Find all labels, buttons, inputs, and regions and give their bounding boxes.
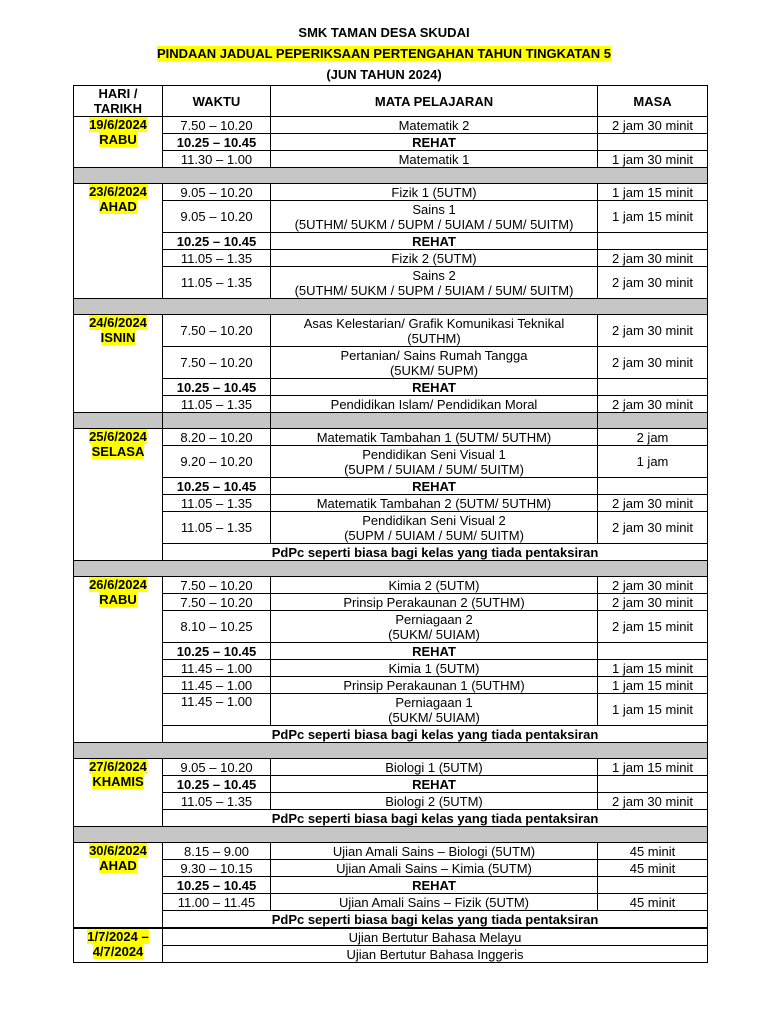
table-row: [74, 315, 708, 347]
subject-cell: Kimia 2 (5UTM): [271, 577, 598, 594]
time-cell: 10.25 – 10.45: [163, 877, 271, 894]
subject-cell: Matematik Tambahan 1 (5UTM/ 5UTHM): [271, 429, 598, 446]
separator-row: [74, 827, 708, 843]
time-cell: 11.05 – 1.35: [163, 793, 271, 810]
pdpc-note: PdPc seperti biasa bagi kelas yang tiada pentaksiran: [163, 911, 708, 929]
subject-cell: REHAT: [271, 379, 598, 396]
time-cell: 9.05 – 10.20: [163, 184, 271, 201]
table-row: [74, 928, 708, 946]
time-cell: 11.00 – 11.45: [163, 894, 271, 911]
table-row: [74, 611, 708, 643]
separator-row: [74, 743, 708, 759]
table-row: [74, 495, 708, 512]
note-row: [74, 810, 708, 827]
duration-cell: 1 jam 15 minit: [598, 660, 708, 677]
subject-cell: Ujian Amali Sains – Biologi (5UTM): [271, 843, 598, 860]
subject-cell: Pendidikan Seni Visual 1 (5UPM / 5UIAM / 5UM/ 5UITM): [271, 446, 598, 478]
school-name: SMK TAMAN DESA SKUDAI: [298, 25, 470, 40]
separator-row: [74, 561, 708, 577]
table-row: [74, 396, 708, 413]
time-cell: 11.05 – 1.35: [163, 495, 271, 512]
duration-cell: 1 jam 15 minit: [598, 677, 708, 694]
subject-cell: Prinsip Perakaunan 2 (5UTHM): [271, 594, 598, 611]
separator-row: [74, 299, 708, 315]
table-row: [74, 660, 708, 677]
table-row: [74, 117, 708, 134]
column-header-day: HARI / TARIKH: [74, 86, 163, 117]
column-header-time: WAKTU: [163, 86, 271, 117]
duration-cell: [598, 379, 708, 396]
duration-cell: 2 jam 30 minit: [598, 347, 708, 379]
time-cell: 10.25 – 10.45: [163, 233, 271, 250]
day-cell: 24/6/2024 ISNIN: [74, 315, 163, 413]
subject-cell: REHAT: [271, 478, 598, 495]
duration-cell: [598, 776, 708, 793]
table-row: [74, 860, 708, 877]
subject-cell: Pendidikan Seni Visual 2 (5UPM / 5UIAM / 5UM/ 5UITM): [271, 512, 598, 544]
time-cell: 8.10 – 10.25: [163, 611, 271, 643]
table-row: [74, 201, 708, 233]
subject-cell: Ujian Amali Sains – Kimia (5UTM): [271, 860, 598, 877]
subject-cell: Fizik 1 (5UTM): [271, 184, 598, 201]
table-row: [74, 347, 708, 379]
table-header-row: [74, 86, 708, 117]
subject-cell: REHAT: [271, 776, 598, 793]
subject-cell: Fizik 2 (5UTM): [271, 250, 598, 267]
duration-cell: [598, 134, 708, 151]
pdpc-note: PdPc seperti biasa bagi kelas yang tiada pentaksiran: [163, 810, 708, 827]
table-row: [74, 894, 708, 911]
document-subtitle: (JUN TAHUN 2024): [326, 67, 442, 82]
subject-cell: Ujian Amali Sains – Fizik (5UTM): [271, 894, 598, 911]
subject-cell: REHAT: [271, 877, 598, 894]
time-cell: 11.45 – 1.00: [163, 660, 271, 677]
table-row: [74, 512, 708, 544]
document-header: [0, 22, 768, 85]
subject-cell: Sains 2 (5UTHM/ 5UKM / 5UPM / 5UIAM / 5UM/ 5UITM): [271, 267, 598, 299]
time-cell: 11.05 – 1.35: [163, 396, 271, 413]
duration-cell: 2 jam 15 minit: [598, 611, 708, 643]
subject-cell: Matematik Tambahan 2 (5UTM/ 5UTHM): [271, 495, 598, 512]
time-cell: 11.45 – 1.00: [163, 694, 271, 726]
subject-cell: Matematik 1: [271, 151, 598, 168]
table-row: [74, 946, 708, 963]
subject-cell: Perniagaan 2 (5UKM/ 5UIAM): [271, 611, 598, 643]
break-row: [74, 776, 708, 793]
break-row: [74, 233, 708, 250]
duration-cell: [598, 233, 708, 250]
table-row: [74, 267, 708, 299]
duration-cell: 1 jam 15 minit: [598, 694, 708, 726]
time-cell: 8.15 – 9.00: [163, 843, 271, 860]
time-cell: 7.50 – 10.20: [163, 117, 271, 134]
document-title: PINDAAN JADUAL PEPERIKSAAN PERTENGAHAN TAHUN TINGKATAN 5: [156, 46, 612, 61]
time-cell: 10.25 – 10.45: [163, 478, 271, 495]
time-cell: 10.25 – 10.45: [163, 134, 271, 151]
subject-cell: Biologi 2 (5UTM): [271, 793, 598, 810]
duration-cell: 2 jam 30 minit: [598, 594, 708, 611]
note-row: [74, 544, 708, 561]
subject-cell: Ujian Bertutur Bahasa Melayu: [163, 928, 708, 946]
duration-cell: 45 minit: [598, 894, 708, 911]
break-row: [74, 379, 708, 396]
duration-cell: 45 minit: [598, 843, 708, 860]
duration-cell: 45 minit: [598, 860, 708, 877]
subject-cell: REHAT: [271, 134, 598, 151]
time-cell: 9.20 – 10.20: [163, 446, 271, 478]
time-cell: 10.25 – 10.45: [163, 776, 271, 793]
time-cell: 11.05 – 1.35: [163, 250, 271, 267]
table-row: [74, 429, 708, 446]
duration-cell: [598, 643, 708, 660]
time-cell: 9.05 – 10.20: [163, 759, 271, 776]
subject-cell: Biologi 1 (5UTM): [271, 759, 598, 776]
duration-cell: 2 jam 30 minit: [598, 117, 708, 134]
subject-cell: Pendidikan Islam/ Pendidikan Moral: [271, 396, 598, 413]
time-cell: 10.25 – 10.45: [163, 379, 271, 396]
duration-cell: 2 jam 30 minit: [598, 495, 708, 512]
duration-cell: 2 jam 30 minit: [598, 396, 708, 413]
day-cell: 23/6/2024 AHAD: [74, 184, 163, 299]
duration-cell: 2 jam: [598, 429, 708, 446]
duration-cell: 2 jam 30 minit: [598, 267, 708, 299]
note-row: [74, 911, 708, 929]
subject-cell: Sains 1 (5UTHM/ 5UKM / 5UPM / 5UIAM / 5UM/ 5UITM): [271, 201, 598, 233]
table-row: [74, 250, 708, 267]
break-row: [74, 134, 708, 151]
table-row: [74, 577, 708, 594]
subject-cell: Prinsip Perakaunan 1 (5UTHM): [271, 677, 598, 694]
table-row: [74, 694, 708, 726]
time-cell: 11.45 – 1.00: [163, 677, 271, 694]
subject-cell: Ujian Bertutur Bahasa Inggeris: [163, 946, 708, 963]
column-header-duration: MASA: [598, 86, 708, 117]
table-row: [74, 843, 708, 860]
time-cell: 11.05 – 1.35: [163, 267, 271, 299]
subject-cell: Perniagaan 1 (5UKM/ 5UIAM): [271, 694, 598, 726]
time-cell: 7.50 – 10.20: [163, 315, 271, 347]
column-header-subject: MATA PELAJARAN: [271, 86, 598, 117]
table-row: [74, 759, 708, 776]
time-cell: 8.20 – 10.20: [163, 429, 271, 446]
subject-cell: Pertanian/ Sains Rumah Tangga (5UKM/ 5UPM): [271, 347, 598, 379]
day-cell: 30/6/2024 AHAD: [74, 843, 163, 929]
subject-cell: Asas Kelestarian/ Grafik Komunikasi Teknikal (5UTHM): [271, 315, 598, 347]
duration-cell: 1 jam 15 minit: [598, 184, 708, 201]
subject-cell: REHAT: [271, 233, 598, 250]
table-row: [74, 594, 708, 611]
day-cell: 26/6/2024 RABU: [74, 577, 163, 743]
duration-cell: [598, 877, 708, 894]
time-cell: 10.25 – 10.45: [163, 643, 271, 660]
table-row: [74, 151, 708, 168]
duration-cell: 2 jam 30 minit: [598, 577, 708, 594]
duration-cell: 2 jam 30 minit: [598, 250, 708, 267]
duration-cell: 1 jam 15 minit: [598, 759, 708, 776]
time-cell: 9.30 – 10.15: [163, 860, 271, 877]
day-cell: 25/6/2024 SELASA: [74, 429, 163, 561]
time-cell: 11.30 – 1.00: [163, 151, 271, 168]
time-cell: 7.50 – 10.20: [163, 577, 271, 594]
duration-cell: 1 jam 15 minit: [598, 201, 708, 233]
duration-cell: 2 jam 30 minit: [598, 793, 708, 810]
break-row: [74, 643, 708, 660]
time-cell: 11.05 – 1.35: [163, 512, 271, 544]
table-row: [74, 446, 708, 478]
day-cell: 19/6/2024 RABU: [74, 117, 163, 168]
duration-cell: 2 jam 30 minit: [598, 512, 708, 544]
duration-cell: 1 jam 30 minit: [598, 151, 708, 168]
note-row: [74, 726, 708, 743]
subject-cell: Kimia 1 (5UTM): [271, 660, 598, 677]
duration-cell: [598, 478, 708, 495]
pdpc-note: PdPc seperti biasa bagi kelas yang tiada pentaksiran: [163, 544, 708, 561]
day-cell: 27/6/2024 KHAMIS: [74, 759, 163, 827]
time-cell: 9.05 – 10.20: [163, 201, 271, 233]
subject-cell: REHAT: [271, 643, 598, 660]
exam-schedule-table: [73, 85, 708, 963]
table-row: [74, 677, 708, 694]
pdpc-note: PdPc seperti biasa bagi kelas yang tiada pentaksiran: [163, 726, 708, 743]
separator-row: [74, 413, 708, 429]
time-cell: 7.50 – 10.20: [163, 347, 271, 379]
duration-cell: 1 jam: [598, 446, 708, 478]
break-row: [74, 877, 708, 894]
break-row: [74, 478, 708, 495]
separator-row: [74, 168, 708, 184]
duration-cell: 2 jam 30 minit: [598, 315, 708, 347]
table-row: [74, 184, 708, 201]
table-row: [74, 793, 708, 810]
time-cell: 7.50 – 10.20: [163, 594, 271, 611]
day-cell: 1/7/2024 – 4/7/2024: [74, 928, 163, 963]
subject-cell: Matematik 2: [271, 117, 598, 134]
